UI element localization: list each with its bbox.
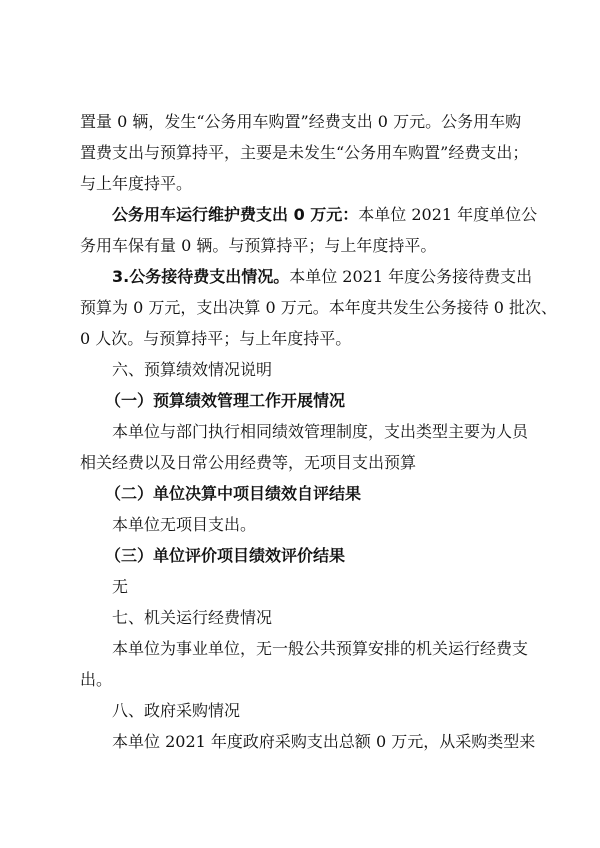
paragraph-line: 相关经费以及日常公用经费等，无项目支出预算 bbox=[80, 453, 417, 472]
paragraph-line: 预算为 0 万元，支出决算 0 万元。本年度共发生公务接待 0 批次、 bbox=[80, 298, 558, 317]
paragraph-line bbox=[112, 267, 532, 287]
subsection-heading: （一）预算绩效管理工作开展情况 bbox=[105, 391, 346, 410]
paragraph-text: 本单位 2021 年度公务接待费支出 bbox=[289, 267, 533, 286]
subsection-heading: （三）单位评价项目绩效评价结果 bbox=[105, 546, 346, 565]
paragraph-line: 0 人次。与预算持平；与上年度持平。 bbox=[80, 329, 352, 348]
section-heading: 六、预算绩效情况说明 bbox=[112, 360, 273, 379]
inline-heading: 公务用车运行维护费支出 0 万元： bbox=[112, 205, 359, 224]
subsection-heading: （二）单位决算中项目绩效自评结果 bbox=[105, 484, 362, 503]
paragraph-line: 本单位无项目支出。 bbox=[112, 515, 257, 534]
paragraph-line: 本单位 2021 年度政府采购支出总额 0 万元，从采购类型来 bbox=[112, 732, 536, 751]
inline-heading: 3.公务接待费支出情况。 bbox=[112, 267, 290, 286]
paragraph-line: 无 bbox=[112, 577, 129, 596]
paragraph-text: 本单位 2021 年度单位公 bbox=[358, 205, 538, 224]
paragraph-line bbox=[112, 205, 537, 225]
paragraph-line: 本单位为事业单位，无一般公共预算安排的机关运行经费支 bbox=[112, 639, 529, 658]
paragraph-line: 出。 bbox=[80, 670, 113, 689]
paragraph-line: 本单位与部门执行相同绩效管理制度，支出类型主要为人员 bbox=[112, 422, 529, 441]
paragraph-line: 置费支出与预算持平，主要是未发生“公务用车购置”经费支出； bbox=[80, 143, 529, 162]
section-heading: 八、政府采购情况 bbox=[112, 701, 241, 720]
paragraph-line: 与上年度持平。 bbox=[80, 174, 193, 193]
section-heading: 七、机关运行经费情况 bbox=[112, 608, 273, 627]
paragraph-line: 置量 0 辆，发生“公务用车购置”经费支出 0 万元。公务用车购 bbox=[80, 112, 522, 131]
paragraph-line: 务用车保有量 0 辆。与预算持平；与上年度持平。 bbox=[80, 236, 437, 255]
